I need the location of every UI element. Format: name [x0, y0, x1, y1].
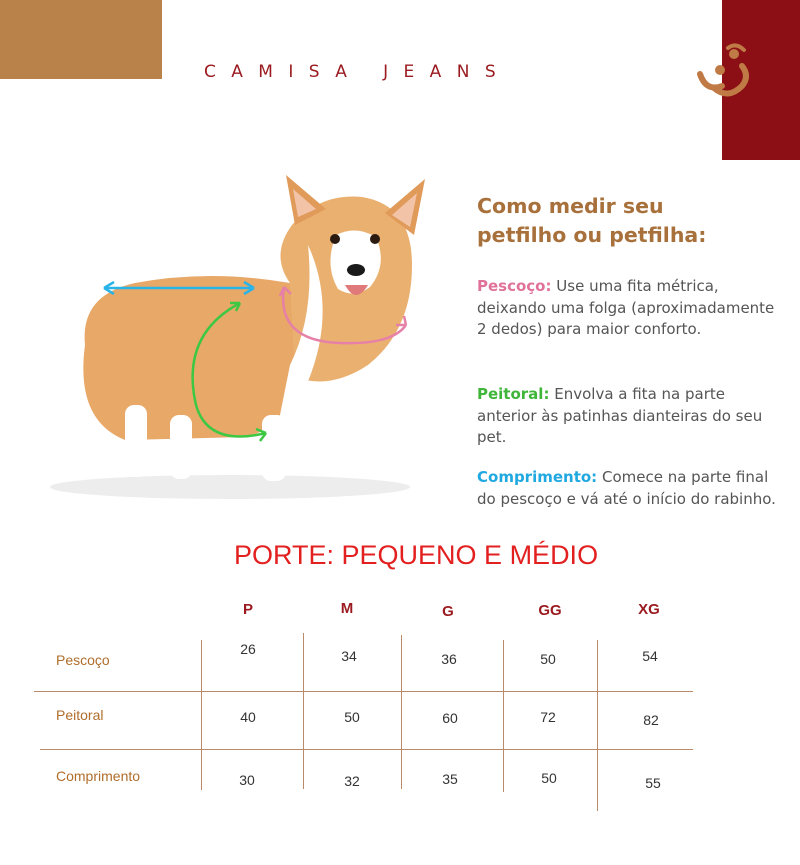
- corgi-measurement-illustration: [40, 165, 460, 525]
- table-cell: 36: [441, 651, 457, 667]
- table-cell: 50: [541, 770, 557, 786]
- chest-label: Peitoral:: [477, 385, 550, 403]
- table-divider: [201, 640, 202, 790]
- table-cell: 34: [341, 648, 357, 664]
- table-cell: 60: [442, 710, 458, 726]
- table-divider: [303, 633, 304, 789]
- table-cell: 30: [239, 772, 255, 788]
- size-header: M: [340, 600, 354, 617]
- size-header: XG: [638, 601, 660, 618]
- table-cell: 35: [442, 771, 458, 787]
- table-cell: 72: [540, 709, 556, 725]
- size-header: G: [442, 603, 454, 620]
- neck-instruction: [477, 276, 777, 341]
- table-divider: [503, 640, 504, 792]
- size-header: P: [242, 601, 254, 618]
- size-header: GG: [538, 602, 562, 619]
- row-label-length: Comprimento: [56, 768, 141, 784]
- length-label: Comprimento:: [477, 468, 598, 486]
- table-cell: 40: [240, 709, 256, 725]
- table-cell: 32: [344, 773, 360, 789]
- table-cell: 50: [344, 709, 360, 725]
- size-category-title: PORTE: PEQUENO E MÉDIO: [234, 540, 599, 570]
- corner-block-tan: [0, 0, 162, 79]
- brand-logo-icon: [684, 40, 758, 106]
- length-instruction: [477, 467, 777, 510]
- chest-text: Envolva a fita na parte anterior às patinhas dianteiras do seu pet.: [477, 385, 763, 446]
- table-divider: [40, 749, 693, 750]
- table-divider: [597, 640, 598, 811]
- table-cell: 55: [645, 775, 661, 791]
- neck-label: Pescoço:: [477, 277, 552, 295]
- length-text: Comece na parte final do pescoço e vá até o início do rabinho.: [477, 468, 776, 508]
- table-divider: [401, 635, 402, 789]
- product-title: CAMISA JEANS: [204, 62, 512, 82]
- table-cell: 26: [240, 641, 256, 657]
- heading-line-1: Como medir seu: [477, 194, 664, 218]
- table-cell: 54: [642, 648, 658, 664]
- how-to-measure-heading: [477, 192, 777, 250]
- table-divider: [34, 691, 693, 692]
- heading-line-2: petfilho ou petfilha:: [477, 223, 707, 247]
- table-cell: 82: [643, 712, 659, 728]
- row-label-chest: Peitoral: [56, 707, 104, 723]
- table-cell: 50: [540, 651, 556, 667]
- row-label-neck: Pescoço: [56, 652, 110, 668]
- neck-text: Use uma fita métrica, deixando uma folga (aproximadamente 2 dedos) para maior conforto.: [477, 277, 775, 338]
- chest-instruction: [477, 384, 777, 449]
